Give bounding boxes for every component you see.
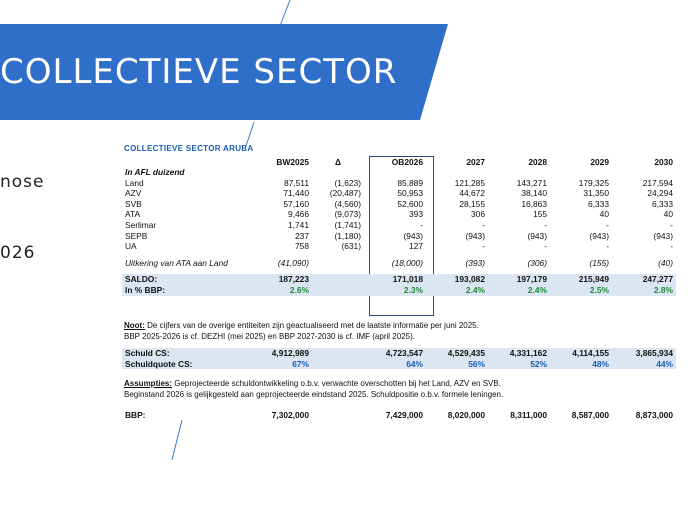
cell: 50,953 bbox=[397, 188, 423, 199]
row-label: AZV bbox=[125, 188, 142, 199]
cell: 187,223 bbox=[232, 274, 312, 285]
row-label: Schuldquote CS: bbox=[122, 359, 232, 370]
cell: 48% bbox=[550, 359, 612, 370]
cell: 9,466 bbox=[288, 209, 309, 220]
cell: 44,672 bbox=[459, 188, 485, 199]
table-row bbox=[122, 220, 676, 231]
cell: 52,600 bbox=[397, 198, 423, 209]
cell: 2.3% bbox=[364, 285, 426, 296]
cell: 56% bbox=[426, 359, 488, 370]
cell: (1,741) bbox=[334, 219, 361, 230]
row-label: Schuld CS: bbox=[122, 348, 232, 359]
cell: 38,140 bbox=[521, 188, 547, 199]
schuldquote-row bbox=[122, 359, 676, 370]
cell: (41,090) bbox=[277, 257, 309, 268]
cell: 2.6% bbox=[232, 285, 312, 296]
cell: (18,000) bbox=[391, 257, 423, 268]
cell: (4,560) bbox=[334, 198, 361, 209]
cell: 127 bbox=[409, 241, 423, 252]
cell: 8,020,000 bbox=[447, 410, 485, 420]
cell: (155) bbox=[589, 257, 609, 268]
title-banner bbox=[0, 24, 448, 120]
table-row bbox=[122, 209, 676, 220]
col-header: 2030 bbox=[654, 156, 673, 167]
row-label: In % BBP: bbox=[122, 285, 232, 296]
cell: 40 bbox=[663, 209, 673, 220]
row-label: UA bbox=[125, 241, 137, 252]
cell: (943) bbox=[465, 230, 485, 241]
cell: - bbox=[670, 241, 673, 252]
cell: 4,912,989 bbox=[232, 348, 312, 359]
cell: 71,440 bbox=[283, 188, 309, 199]
cell: 2.8% bbox=[612, 285, 676, 296]
note-label: Noot: bbox=[124, 321, 145, 330]
cell: 8,311,000 bbox=[510, 410, 547, 420]
cell: 6,333 bbox=[652, 198, 673, 209]
cell: 87,511 bbox=[284, 177, 309, 188]
cell: 197,179 bbox=[488, 274, 550, 285]
assumptions-label: Assumpties: bbox=[124, 379, 173, 388]
cell: 7,302,000 bbox=[271, 410, 309, 420]
cell bbox=[312, 410, 364, 421]
cell: - bbox=[482, 219, 485, 230]
cell: (20,487) bbox=[329, 188, 361, 199]
cell: - bbox=[420, 219, 423, 230]
cell: 4,529,435 bbox=[426, 348, 488, 359]
cell: 64% bbox=[364, 359, 426, 370]
cell: (306) bbox=[527, 257, 547, 268]
table-row bbox=[122, 178, 676, 189]
cell: - bbox=[482, 241, 485, 252]
row-label: SVB bbox=[125, 198, 142, 209]
cell: 24,294 bbox=[647, 188, 673, 199]
col-header: 2028 bbox=[528, 156, 547, 167]
cell: 2.5% bbox=[550, 285, 612, 296]
cell: - bbox=[670, 219, 673, 230]
cell: 1,741 bbox=[288, 219, 309, 230]
cell: 215,949 bbox=[550, 274, 612, 285]
row-label: Serlimar bbox=[125, 219, 157, 230]
cell: (393) bbox=[465, 257, 485, 268]
assumptions-block bbox=[124, 378, 503, 400]
cell: 8,587,000 bbox=[571, 410, 609, 420]
cell: (9,073) bbox=[334, 209, 361, 220]
cell bbox=[312, 258, 364, 269]
cell: 67% bbox=[232, 359, 312, 370]
cell: - bbox=[544, 241, 547, 252]
cell: 393 bbox=[409, 209, 423, 220]
debt-table bbox=[122, 348, 676, 369]
cell: 237 bbox=[295, 230, 309, 241]
cell: (1,623) bbox=[334, 177, 361, 188]
col-header: OB2026 bbox=[391, 156, 423, 167]
cell: 85,889 bbox=[397, 177, 423, 188]
col-header: Δ bbox=[334, 156, 342, 167]
cell: 8,873,000 bbox=[635, 410, 673, 420]
bbp-table bbox=[122, 410, 676, 421]
decorative-line-top bbox=[270, 0, 300, 26]
col-header: 2029 bbox=[590, 156, 609, 167]
cell: (943) bbox=[403, 230, 423, 241]
row-label: Land bbox=[125, 177, 144, 188]
cell: (943) bbox=[589, 230, 609, 241]
cell: 4,723,547 bbox=[364, 348, 426, 359]
cell: 16,863 bbox=[521, 198, 547, 209]
cell: 4,331,162 bbox=[488, 348, 550, 359]
unit-label: In AFL duizend bbox=[125, 167, 185, 177]
cell bbox=[312, 274, 364, 285]
cell: (1,180) bbox=[334, 230, 361, 241]
side-text-1: nose bbox=[0, 172, 45, 192]
cell: - bbox=[606, 219, 609, 230]
cell: 31,350 bbox=[583, 188, 609, 199]
cell: 28,155 bbox=[459, 198, 485, 209]
cell: 7,429,000 bbox=[385, 410, 423, 420]
cell: (943) bbox=[653, 230, 673, 241]
bbp-pct-row bbox=[122, 285, 676, 296]
cell: (40) bbox=[658, 257, 673, 268]
table-row bbox=[122, 241, 676, 252]
table-heading: COLLECTIEVE SECTOR ARUBA bbox=[124, 144, 254, 153]
cell: - bbox=[606, 241, 609, 252]
cell: 57,160 bbox=[283, 198, 309, 209]
cell: 52% bbox=[488, 359, 550, 370]
table-header-row bbox=[122, 156, 676, 167]
cell: 171,018 bbox=[364, 274, 426, 285]
cell: - bbox=[544, 219, 547, 230]
table-row bbox=[122, 199, 676, 210]
cell: 217,594 bbox=[642, 177, 673, 188]
note-block bbox=[124, 320, 479, 342]
cell: 44% bbox=[612, 359, 676, 370]
financial-table bbox=[122, 156, 676, 296]
cell: 6,333 bbox=[588, 198, 609, 209]
cell: 40 bbox=[599, 209, 609, 220]
row-label: ATA bbox=[125, 209, 141, 220]
col-header: BW2025 bbox=[276, 156, 309, 167]
cell: (943) bbox=[527, 230, 547, 241]
cell: 2.4% bbox=[488, 285, 550, 296]
cell: (631) bbox=[341, 241, 361, 252]
cell: 3,865,934 bbox=[612, 348, 676, 359]
cell bbox=[312, 348, 364, 359]
table-row bbox=[122, 188, 676, 199]
col-header: 2027 bbox=[466, 156, 485, 167]
row-label: SEPB bbox=[125, 230, 148, 241]
decorative-line-mid bbox=[240, 122, 260, 146]
table-row bbox=[122, 231, 676, 242]
cell: 179,325 bbox=[578, 177, 609, 188]
assumptions-line-2: Beginstand 2026 is gelijkgesteld aan geprojecteerde eindstand 2025. Schuldpositie o.b.v. formele leningen. bbox=[124, 390, 504, 399]
banner-title: COLLECTIEVE SECTOR bbox=[0, 52, 398, 92]
decorative-line-bottom bbox=[168, 420, 188, 460]
cell: 2.4% bbox=[426, 285, 488, 296]
cell: 758 bbox=[295, 241, 309, 252]
note-line-2: BBP 2025-2026 is cf. DEZHI (mei 2025) en BBP 2027-2030 is cf. IMF (april 2025). bbox=[124, 332, 415, 341]
schuld-row bbox=[122, 348, 676, 359]
cell bbox=[312, 285, 364, 296]
note-line-1: De cijfers van de overige entiteiten zijn geactualiseerd met de laatste informatie per juni 2025. bbox=[144, 321, 479, 330]
cell: 306 bbox=[471, 209, 485, 220]
cell: 143,271 bbox=[516, 177, 547, 188]
cell: 121,285 bbox=[454, 177, 485, 188]
unit-row bbox=[122, 167, 676, 178]
cell: 247,277 bbox=[612, 274, 676, 285]
row-label: Uitkering van ATA aan Land bbox=[125, 257, 228, 268]
side-text-2: 026 bbox=[0, 243, 36, 263]
cell: 155 bbox=[533, 209, 547, 220]
row-label: BBP: bbox=[125, 410, 146, 420]
saldo-row bbox=[122, 274, 676, 285]
cell: 193,082 bbox=[426, 274, 488, 285]
cell bbox=[312, 359, 364, 370]
row-label: SALDO: bbox=[122, 274, 232, 285]
cell: 4,114,155 bbox=[550, 348, 612, 359]
assumptions-line-1: Geprojecteerde schuldontwikkeling o.b.v. verwachte overschotten bij het Land, AZV en SVB. bbox=[172, 379, 501, 388]
bbp-row bbox=[122, 410, 676, 421]
uitkering-row bbox=[122, 258, 676, 269]
